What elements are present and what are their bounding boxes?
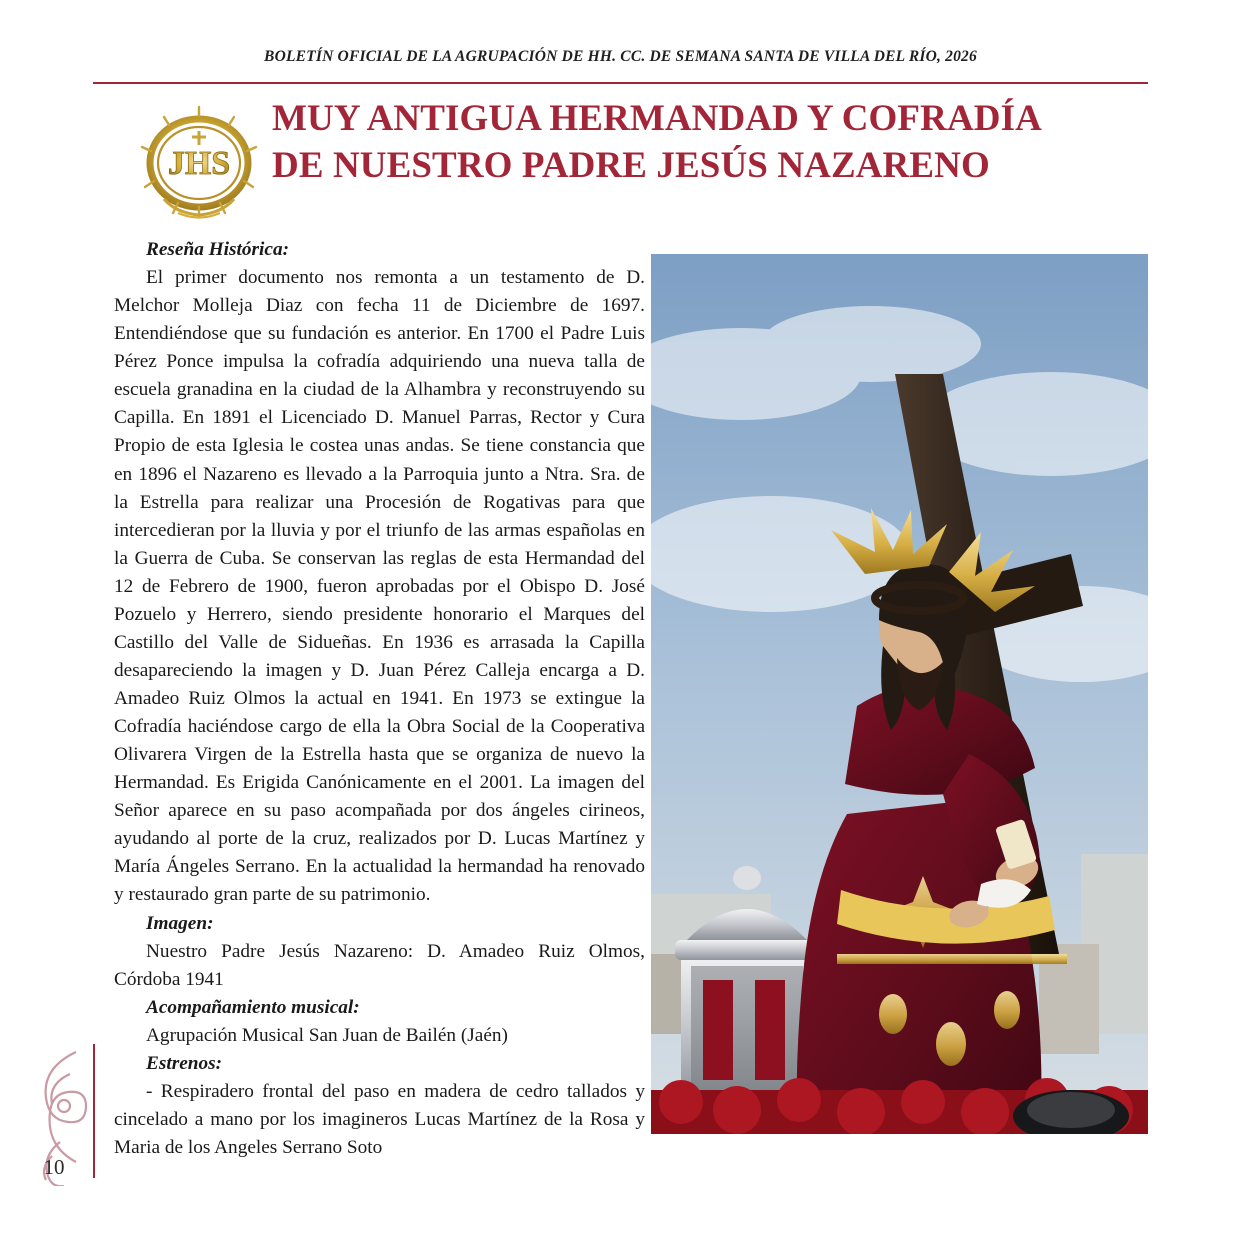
footer-divider	[93, 1044, 95, 1178]
section-heading-imagen: Imagen:	[146, 912, 214, 934]
page-number: 10	[43, 1155, 65, 1179]
page-title	[272, 95, 1042, 190]
page-title-line-1: MUY ANTIGUA HERMANDAD Y COFRADÍA	[272, 98, 1042, 139]
svg-text:JHS: JHS	[167, 145, 231, 182]
page-title-block	[140, 95, 1150, 225]
section-heading-estrenos: Estrenos:	[146, 1052, 223, 1074]
section-paragraph-estrenos: - Respiradero frontal del paso en madera de cedro tallados y cincelado a mano por los imagineros Lucas Martínez de la Rosa y Maria de los Angeles Serrano Soto	[114, 1080, 645, 1158]
page-title-line-2: DE NUESTRO PADRE JESÚS NAZARENO	[272, 145, 990, 187]
section-paragraph-acompanamiento: Agrupación Musical San Juan de Bailén (Jaén)	[146, 1024, 508, 1046]
section-paragraph-resena: El primer documento nos remonta a un testamento de D. Melchor Molleja Diaz con fecha 11 de Diciembre de 1697. Entendiéndose que su fundación es anterior. En 1700 el Padre Luis Pérez Ponce impulsa la cofradía adquiriendo una nueva talla de escuela granadina en la ciudad de la Alhambra y reconstruyendo su Capilla. En 1891 el Licenciado D. Manuel Parras, Rector y Cura Propio de esta Iglesia le costea unas andas. Se tiene constancia que en 1896 el Nazareno es llevado a la Parroquia junto a Ntra. Sra. de la Estrella para realizar una Procesión de Rogativas para que intercedieran por la lluvia y por el triunfo de las armas españolas en la Guerra de Cuba. Se conservan las reglas de esta Hermandad del 12 de Febrero de 1900, fueron aprobadas por el Obispo D. José Pozuelo y Herrero, siendo presidente honorario el Marques del Castillo del Valle de Sidueñas. En 1936 es arrasada la Capilla desapareciendo la imagen y D. Juan Pérez Calleja encarga a D. Amadeo Ruiz Olmos la actual en 1941. En 1973 se extingue la Cofradía haciéndose cargo de ella la Obra Social de la Cooperativa Olivarera Virgen de la Estrella hasta que se organiza de nuevo la Hermandad. Es Erigida Canónicamente en el 2001. La imagen del Señor aparece en su paso acompañada por dos ángeles cirineos, ayudando al porte de la cruz, realizados por D. Lucas Martínez y María Ángeles Serrano. En la actualidad la hermandad ha renovado y restaurado gran parte de su patrimonio.	[114, 267, 645, 906]
running-head: BOLETÍN OFICIAL DE LA AGRUPACIÓN DE HH. CC. DE SEMANA SANTA DE VILLA DEL RÍO, 2026	[264, 48, 977, 65]
section-paragraph-imagen: Nuestro Padre Jesús Nazareno: D. Amadeo Ruiz Olmos, Córdoba 1941	[114, 940, 645, 990]
nazareno-photograph	[651, 254, 1148, 1134]
jhs-emblem-icon	[140, 103, 258, 225]
article-body	[114, 236, 645, 1162]
header-divider	[93, 82, 1148, 84]
section-heading-acompanamiento: Acompañamiento musical:	[146, 996, 360, 1018]
section-heading-resena: Reseña Histórica:	[146, 239, 289, 260]
